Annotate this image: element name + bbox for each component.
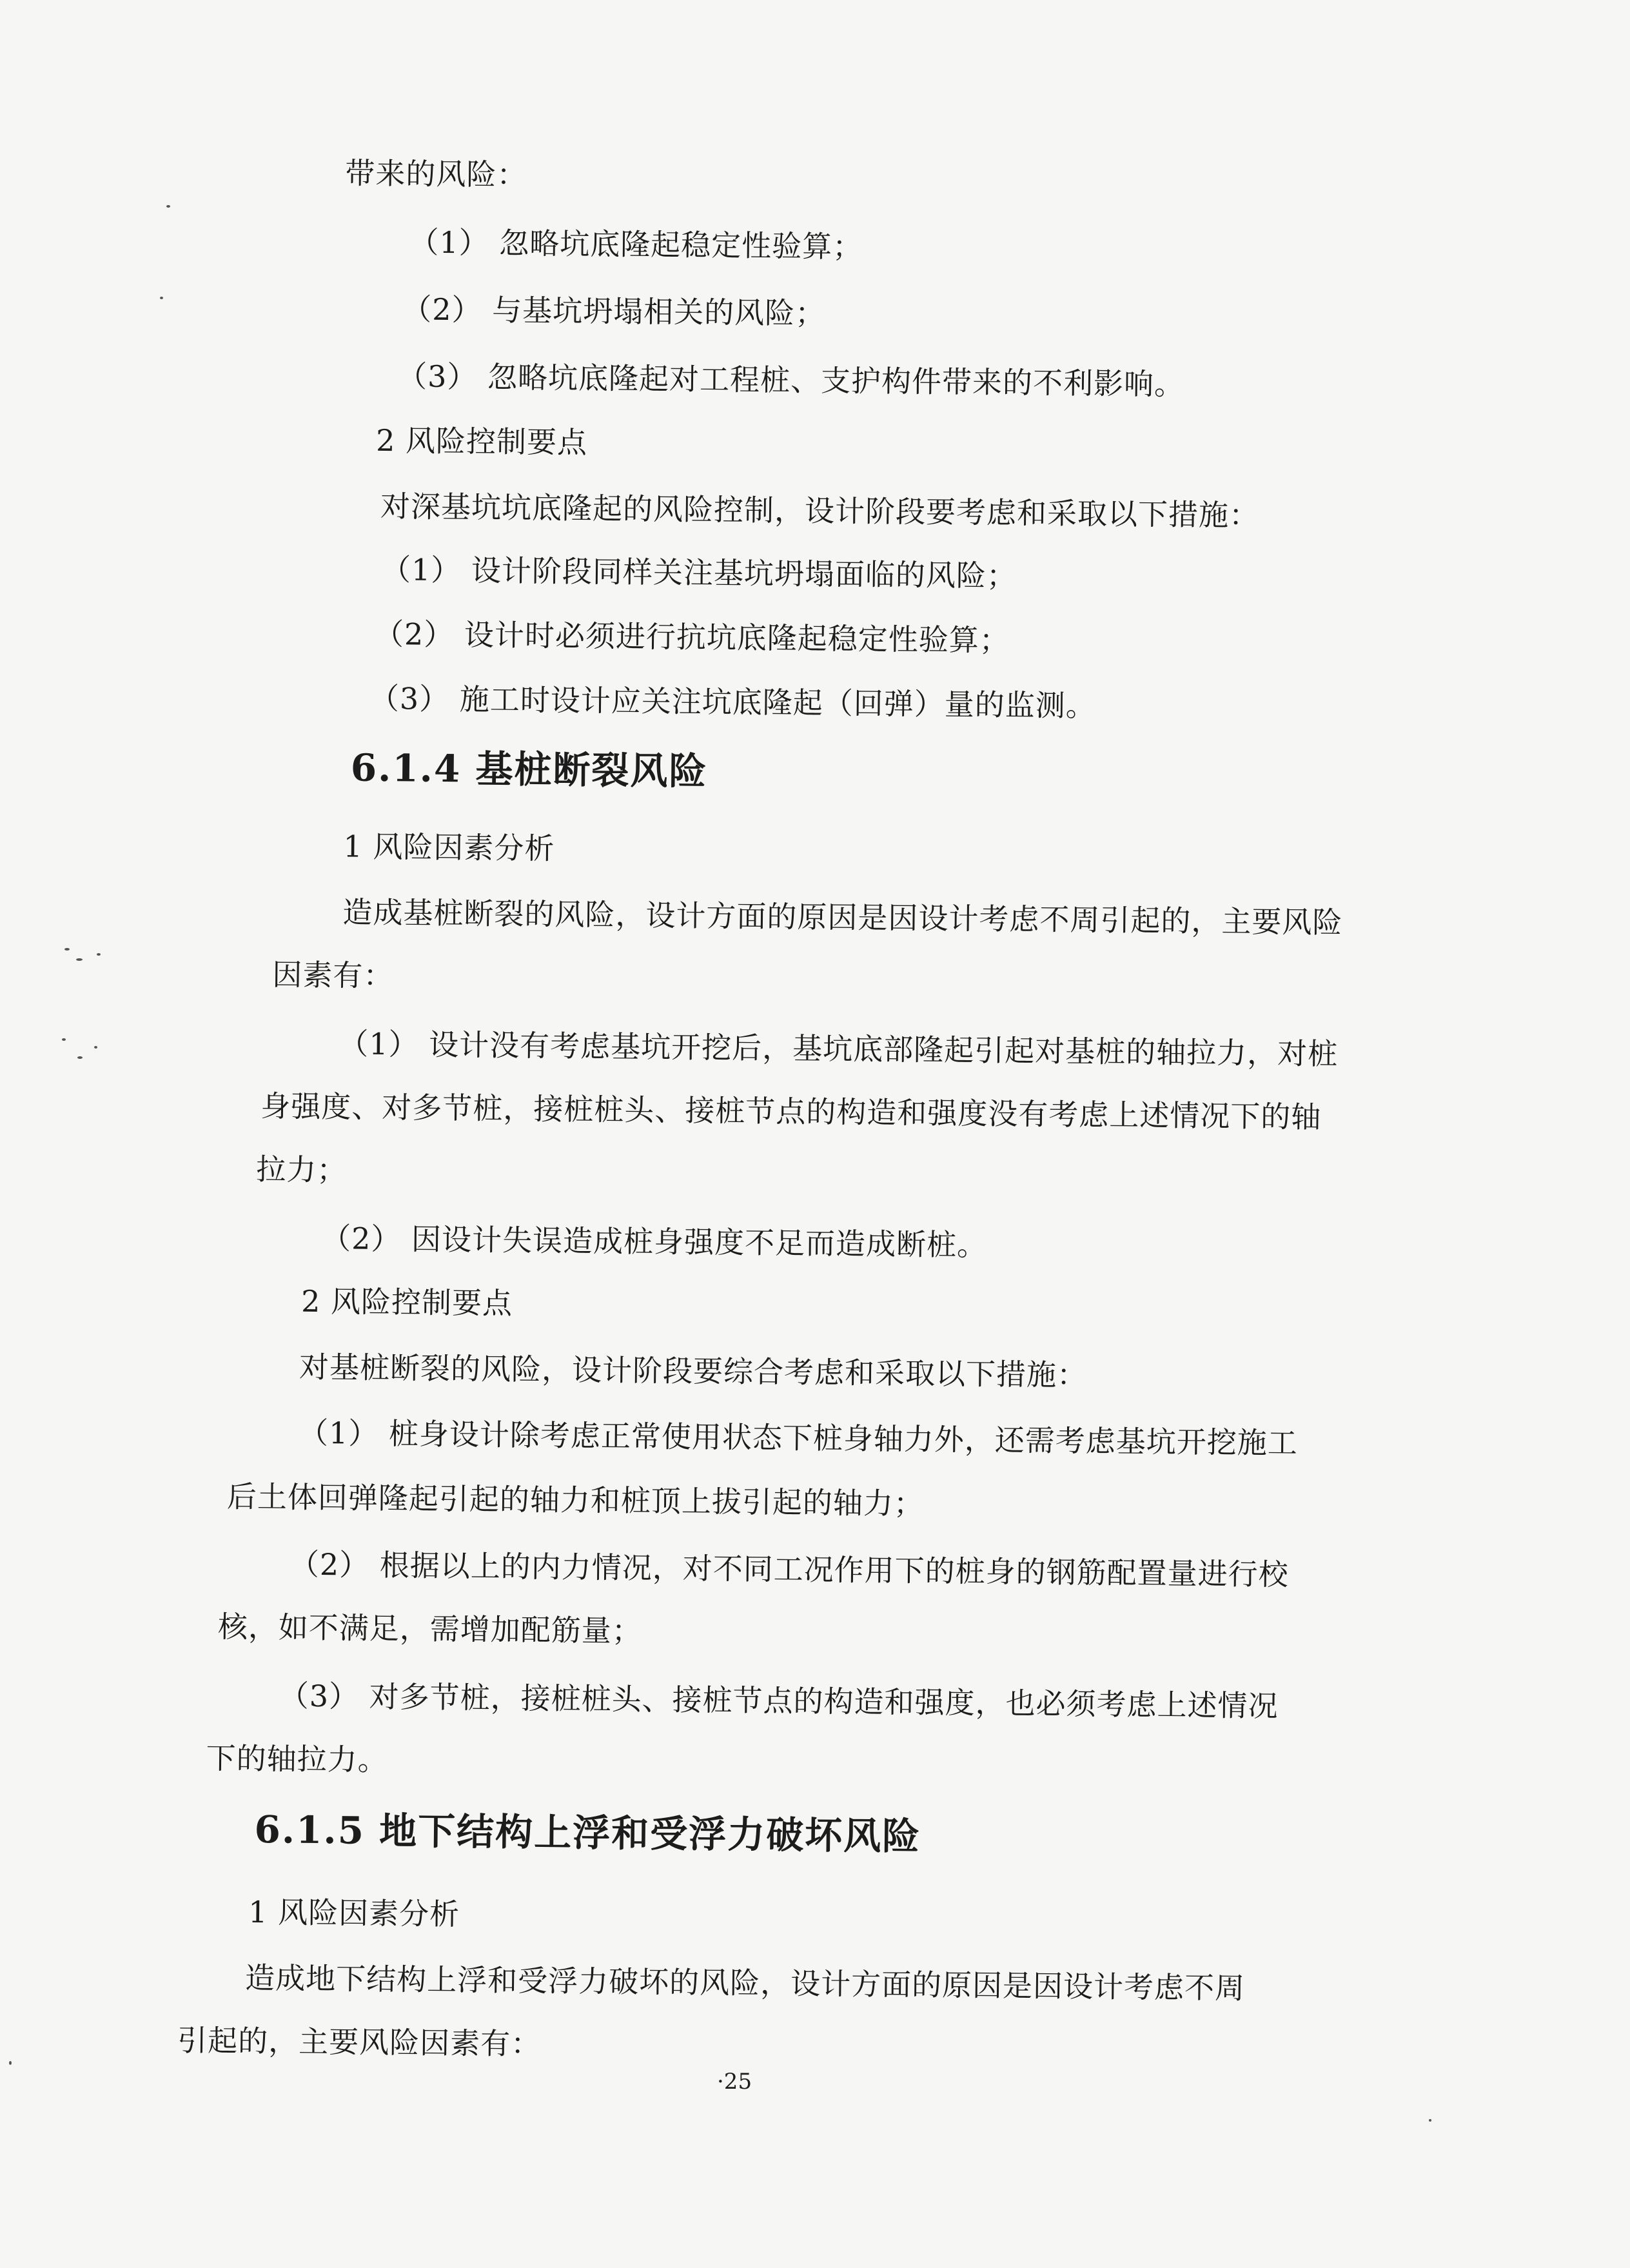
scan-speck <box>166 205 170 208</box>
list-item: （1） 设计没有考虑基坑开挖后，基坑底部隆起引起对基桩的轴拉力，对桩 <box>339 1026 1339 1072</box>
list-item: （1） 忽略坑底隆起稳定性验算； <box>409 224 863 264</box>
section-heading: 6.1.5 地下结构上浮和受浮力破坏风险 <box>254 1807 921 1859</box>
scan-speck <box>64 948 70 951</box>
text-line: 造成基桩断裂的风险，设计方面的原因是因设计考虑不周引起的，主要风险 <box>342 894 1343 940</box>
text-line: 因素有： <box>272 957 394 994</box>
scan-speck <box>76 958 83 961</box>
text-line: 拉力； <box>256 1151 348 1188</box>
page-number: ·25 <box>717 2069 752 2095</box>
subheading: 1 风险因素分析 <box>248 1894 460 1932</box>
text-line: 造成地下结构上浮和受浮力破坏的风险，设计方面的原因是因设计考虑不周 <box>244 1960 1246 2006</box>
text-line: 后土体回弹隆起引起的轴力和桩顶上拔引起的轴力； <box>226 1479 925 1521</box>
text-line: 身强度、对多节桩，接桩桩头、接桩节点的构造和强度没有考虑上述情况下的轴 <box>260 1089 1322 1135</box>
scan-speck <box>77 1056 83 1059</box>
text-line: 对基桩断裂的风险，设计阶段要综合考虑和采取以下措施： <box>299 1349 1088 1393</box>
subheading: 2 风险控制要点 <box>375 422 588 460</box>
scan-speck <box>97 953 101 956</box>
list-item: （1） 设计阶段同样关注基坑坍塌面临的风险； <box>380 551 1017 594</box>
list-item: （3） 对多节桩，接桩桩头、接桩节点的构造和强度，也必须考虑上述情况 <box>279 1678 1279 1724</box>
text-line: 带来的风险： <box>345 155 527 193</box>
scan-speck <box>62 1038 66 1041</box>
list-item: （3） 忽略坑底隆起对工程桩、支护构件带来的不利影响。 <box>397 359 1185 402</box>
list-item: （2） 根据以上的内力情况，对不同工况作用下的桩身的钢筋配置量进行校 <box>289 1546 1289 1592</box>
list-item: （2） 设计时必须进行抗坑底隆起稳定性验算； <box>373 616 1010 658</box>
subheading: 2 风险控制要点 <box>300 1283 513 1321</box>
list-item: （3） 施工时设计应关注坑底隆起（回弹）量的监测。 <box>369 680 1097 724</box>
subheading: 1 风险因素分析 <box>343 829 555 866</box>
list-item: （1） 桩身设计除考虑正常使用状态下桩身轴力外，还需考虑基坑开挖施工 <box>298 1415 1299 1461</box>
scan-speck <box>94 1046 97 1049</box>
text-line: 核，如不满足，需增加配筋量； <box>217 1609 643 1649</box>
list-item: （2） 因设计失误造成桩身强度不足而造成断桩。 <box>320 1221 988 1263</box>
text-line: 对深基坑坑底隆起的风险控制，设计阶段要考虑和采取以下措施： <box>380 488 1260 533</box>
scan-speck <box>1429 2119 1431 2122</box>
scan-speck <box>160 297 163 299</box>
list-item: （2） 与基坑坍塌相关的风险； <box>401 291 826 331</box>
text-line: 下的轴拉力。 <box>206 1740 388 1778</box>
section-heading: 6.1.4 基桩断裂风险 <box>350 745 708 794</box>
scan-speck <box>9 2061 12 2065</box>
text-line: 引起的，主要风险因素有： <box>177 2022 542 2062</box>
